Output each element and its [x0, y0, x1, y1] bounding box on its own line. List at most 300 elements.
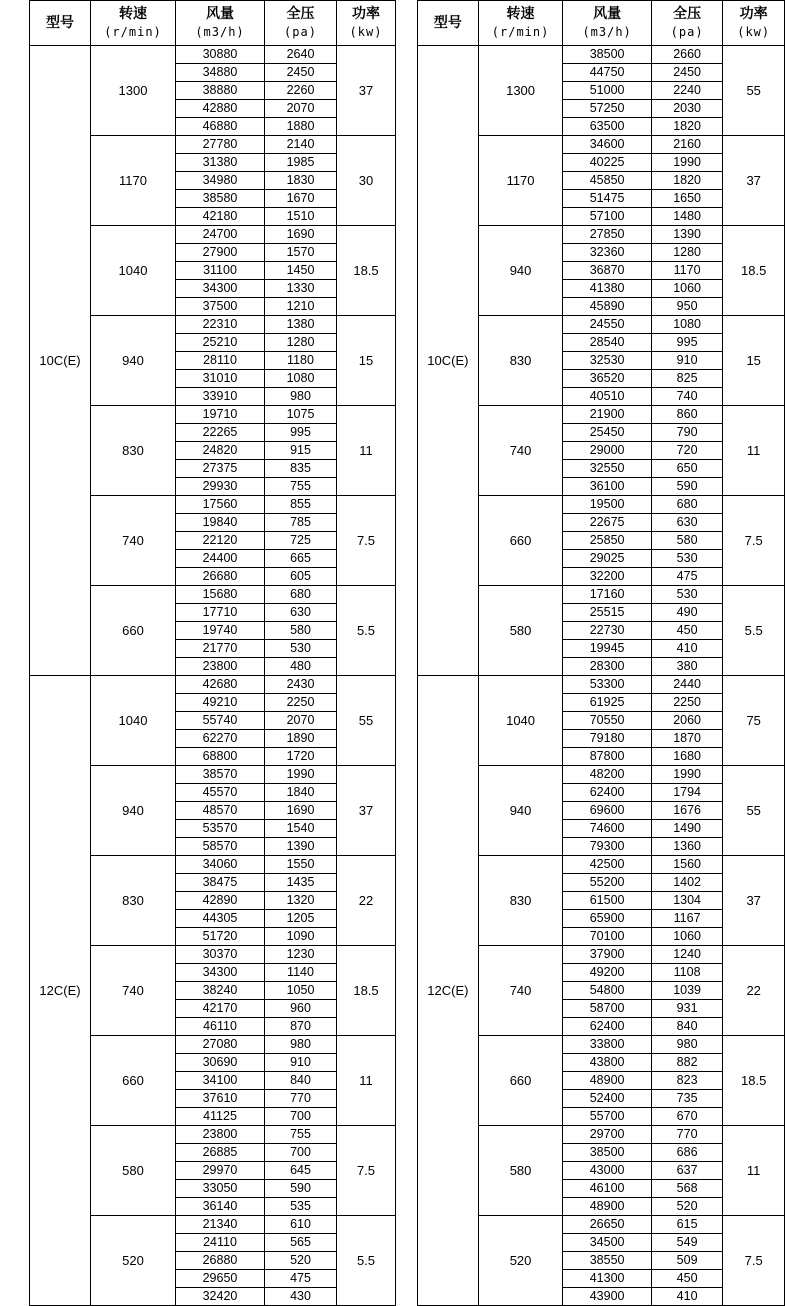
table-row	[418, 46, 785, 64]
pressure-cell: 450	[651, 622, 722, 640]
pressure-cell: 1720	[265, 748, 337, 766]
pressure-cell: 1820	[651, 118, 722, 136]
header-speed: 转速 (r/min)	[91, 1, 176, 46]
pressure-cell: 380	[651, 658, 722, 676]
pressure-cell: 1480	[651, 208, 722, 226]
flow-cell: 34600	[563, 136, 651, 154]
flow-cell: 53570	[176, 820, 265, 838]
pressure-cell: 1330	[265, 280, 337, 298]
flow-cell: 45570	[176, 784, 265, 802]
model-cell: 12C(E)	[418, 676, 479, 1306]
pressure-cell: 1680	[651, 748, 722, 766]
flow-cell: 43800	[563, 1054, 651, 1072]
pressure-cell: 2450	[651, 64, 722, 82]
flow-cell: 55740	[176, 712, 265, 730]
pressure-cell: 1360	[651, 838, 722, 856]
pressure-cell: 565	[265, 1234, 337, 1252]
flow-cell: 38475	[176, 874, 265, 892]
header-flow: 风量 (m3/h)	[563, 1, 651, 46]
speed-cell: 740	[91, 496, 176, 586]
flow-cell: 21900	[563, 406, 651, 424]
flow-cell: 34100	[176, 1072, 265, 1090]
power-cell: 37	[337, 766, 396, 856]
pressure-cell: 1060	[651, 928, 722, 946]
flow-cell: 17560	[176, 496, 265, 514]
flow-cell: 36870	[563, 262, 651, 280]
pressure-cell: 1380	[265, 316, 337, 334]
speed-cell: 660	[91, 1036, 176, 1126]
pressure-cell: 2260	[265, 82, 337, 100]
pressure-cell: 2440	[651, 676, 722, 694]
power-cell: 55	[723, 46, 785, 136]
pressure-cell: 1050	[265, 982, 337, 1000]
power-cell: 37	[337, 46, 396, 136]
flow-cell: 31100	[176, 262, 265, 280]
flow-cell: 38500	[563, 46, 651, 64]
flow-cell: 38500	[563, 1144, 651, 1162]
pressure-cell: 2070	[265, 712, 337, 730]
pressure-cell: 835	[265, 460, 337, 478]
fan-spec-table-left	[29, 0, 396, 1306]
pressure-cell: 1230	[265, 946, 337, 964]
pressure-cell: 950	[651, 298, 722, 316]
power-cell: 18.5	[723, 226, 785, 316]
pressure-cell: 530	[265, 640, 337, 658]
flow-cell: 48200	[563, 766, 651, 784]
flow-cell: 65900	[563, 910, 651, 928]
power-cell: 5.5	[723, 586, 785, 676]
pressure-cell: 2640	[265, 46, 337, 64]
pressure-cell: 2250	[265, 694, 337, 712]
flow-cell: 34300	[176, 964, 265, 982]
pressure-cell: 770	[265, 1090, 337, 1108]
pressure-cell: 535	[265, 1198, 337, 1216]
pressure-cell: 645	[265, 1162, 337, 1180]
flow-cell: 19500	[563, 496, 651, 514]
flow-cell: 27375	[176, 460, 265, 478]
flow-cell: 45850	[563, 172, 651, 190]
flow-cell: 42180	[176, 208, 265, 226]
flow-cell: 36520	[563, 370, 651, 388]
pressure-cell: 1490	[651, 820, 722, 838]
pressure-cell: 1167	[651, 910, 722, 928]
speed-cell: 940	[478, 226, 563, 316]
flow-cell: 27080	[176, 1036, 265, 1054]
pressure-cell: 1560	[651, 856, 722, 874]
pressure-cell: 860	[651, 406, 722, 424]
pressure-cell: 610	[265, 1216, 337, 1234]
pressure-cell: 509	[651, 1252, 722, 1270]
speed-cell: 520	[91, 1216, 176, 1306]
header-power: 功率 (kw)	[723, 1, 785, 46]
flow-cell: 32550	[563, 460, 651, 478]
pressure-cell: 580	[651, 532, 722, 550]
pressure-cell: 980	[265, 388, 337, 406]
flow-cell: 22675	[563, 514, 651, 532]
speed-cell: 740	[478, 946, 563, 1036]
flow-cell: 29930	[176, 478, 265, 496]
flow-cell: 38570	[176, 766, 265, 784]
power-cell: 22	[337, 856, 396, 946]
power-cell: 22	[723, 946, 785, 1036]
power-cell: 18.5	[337, 226, 396, 316]
flow-cell: 43900	[563, 1288, 651, 1306]
power-cell: 55	[723, 766, 785, 856]
pressure-cell: 980	[265, 1036, 337, 1054]
pressure-cell: 637	[651, 1162, 722, 1180]
pressure-cell: 2030	[651, 100, 722, 118]
flow-cell: 28300	[563, 658, 651, 676]
flow-cell: 55700	[563, 1108, 651, 1126]
pressure-cell: 882	[651, 1054, 722, 1072]
flow-cell: 79300	[563, 838, 651, 856]
pressure-cell: 1650	[651, 190, 722, 208]
pressure-cell: 785	[265, 514, 337, 532]
flow-cell: 32530	[563, 352, 651, 370]
header-pressure: 全压 (pa)	[651, 1, 722, 46]
flow-cell: 19740	[176, 622, 265, 640]
flow-cell: 19710	[176, 406, 265, 424]
pressure-cell: 475	[651, 568, 722, 586]
right-table-container	[417, 0, 785, 1306]
flow-cell: 21340	[176, 1216, 265, 1234]
power-cell: 15	[337, 316, 396, 406]
flow-cell: 34880	[176, 64, 265, 82]
flow-cell: 51000	[563, 82, 651, 100]
table-row	[418, 676, 785, 694]
flow-cell: 44305	[176, 910, 265, 928]
speed-cell: 660	[478, 1036, 563, 1126]
flow-cell: 42500	[563, 856, 651, 874]
pressure-cell: 1540	[265, 820, 337, 838]
left-table-container	[29, 0, 396, 1306]
pressure-cell: 1510	[265, 208, 337, 226]
pressure-cell: 630	[651, 514, 722, 532]
flow-cell: 33800	[563, 1036, 651, 1054]
pressure-cell: 630	[265, 604, 337, 622]
flow-cell: 42680	[176, 676, 265, 694]
pressure-cell: 1390	[651, 226, 722, 244]
flow-cell: 38550	[563, 1252, 651, 1270]
speed-cell: 940	[91, 316, 176, 406]
flow-cell: 37900	[563, 946, 651, 964]
speed-cell: 580	[91, 1126, 176, 1216]
flow-cell: 27900	[176, 244, 265, 262]
pressure-cell: 1320	[265, 892, 337, 910]
flow-cell: 62270	[176, 730, 265, 748]
pressure-cell: 1690	[265, 226, 337, 244]
pressure-cell: 2160	[651, 136, 722, 154]
flow-cell: 29650	[176, 1270, 265, 1288]
power-cell: 5.5	[337, 1216, 396, 1306]
header-row	[418, 1, 785, 46]
flow-cell: 25450	[563, 424, 651, 442]
pressure-cell: 700	[265, 1108, 337, 1126]
pressure-cell: 931	[651, 1000, 722, 1018]
pressure-cell: 995	[651, 334, 722, 352]
flow-cell: 54800	[563, 982, 651, 1000]
power-cell: 7.5	[337, 1126, 396, 1216]
pressure-cell: 1205	[265, 910, 337, 928]
power-cell: 5.5	[337, 586, 396, 676]
pressure-cell: 590	[651, 478, 722, 496]
flow-cell: 32420	[176, 1288, 265, 1306]
power-cell: 30	[337, 136, 396, 226]
pressure-cell: 1280	[265, 334, 337, 352]
speed-cell: 580	[478, 586, 563, 676]
pressure-cell: 725	[265, 532, 337, 550]
speed-cell: 940	[91, 766, 176, 856]
header-model: 型号	[418, 1, 479, 46]
flow-cell: 26885	[176, 1144, 265, 1162]
flow-cell: 58700	[563, 1000, 651, 1018]
flow-cell: 17160	[563, 586, 651, 604]
flow-cell: 29025	[563, 550, 651, 568]
header-power: 功率 (kw)	[337, 1, 396, 46]
flow-cell: 41125	[176, 1108, 265, 1126]
speed-cell: 830	[91, 856, 176, 946]
flow-cell: 24820	[176, 442, 265, 460]
flow-cell: 42890	[176, 892, 265, 910]
flow-cell: 28540	[563, 334, 651, 352]
pressure-cell: 2240	[651, 82, 722, 100]
flow-cell: 69600	[563, 802, 651, 820]
pressure-cell: 870	[265, 1018, 337, 1036]
flow-cell: 40225	[563, 154, 651, 172]
speed-cell: 940	[478, 766, 563, 856]
pressure-cell: 840	[651, 1018, 722, 1036]
table-body	[30, 46, 396, 1306]
flow-cell: 29000	[563, 442, 651, 460]
flow-cell: 31380	[176, 154, 265, 172]
pressure-cell: 1570	[265, 244, 337, 262]
speed-cell: 1040	[91, 676, 176, 766]
pressure-cell: 1670	[265, 190, 337, 208]
flow-cell: 57250	[563, 100, 651, 118]
pressure-cell: 1794	[651, 784, 722, 802]
flow-cell: 24550	[563, 316, 651, 334]
flow-cell: 22265	[176, 424, 265, 442]
flow-cell: 37610	[176, 1090, 265, 1108]
pressure-cell: 2140	[265, 136, 337, 154]
flow-cell: 63500	[563, 118, 651, 136]
model-cell: 12C(E)	[30, 676, 91, 1306]
flow-cell: 49210	[176, 694, 265, 712]
flow-cell: 22730	[563, 622, 651, 640]
pressure-cell: 670	[651, 1108, 722, 1126]
pressure-cell: 1210	[265, 298, 337, 316]
flow-cell: 68800	[176, 748, 265, 766]
power-cell: 55	[337, 676, 396, 766]
flow-cell: 46880	[176, 118, 265, 136]
flow-cell: 40510	[563, 388, 651, 406]
power-cell: 18.5	[337, 946, 396, 1036]
pressure-cell: 680	[651, 496, 722, 514]
pressure-cell: 450	[651, 1270, 722, 1288]
flow-cell: 51475	[563, 190, 651, 208]
flow-cell: 53300	[563, 676, 651, 694]
flow-cell: 61500	[563, 892, 651, 910]
flow-cell: 55200	[563, 874, 651, 892]
flow-cell: 27850	[563, 226, 651, 244]
pressure-cell: 770	[651, 1126, 722, 1144]
header-row	[30, 1, 396, 46]
flow-cell: 24400	[176, 550, 265, 568]
pressure-cell: 490	[651, 604, 722, 622]
pressure-cell: 520	[651, 1198, 722, 1216]
flow-cell: 25850	[563, 532, 651, 550]
flow-cell: 36140	[176, 1198, 265, 1216]
flow-cell: 48900	[563, 1072, 651, 1090]
flow-cell: 37500	[176, 298, 265, 316]
flow-cell: 26680	[176, 568, 265, 586]
table-row	[30, 676, 396, 694]
speed-cell: 1300	[478, 46, 563, 136]
pressure-cell: 995	[265, 424, 337, 442]
flow-cell: 23800	[176, 658, 265, 676]
pressure-cell: 590	[265, 1180, 337, 1198]
flow-cell: 26880	[176, 1252, 265, 1270]
pressure-cell: 960	[265, 1000, 337, 1018]
pressure-cell: 740	[651, 388, 722, 406]
power-cell: 11	[723, 406, 785, 496]
pressure-cell: 2250	[651, 694, 722, 712]
flow-cell: 33050	[176, 1180, 265, 1198]
flow-cell: 87800	[563, 748, 651, 766]
speed-cell: 1040	[478, 676, 563, 766]
flow-cell: 52400	[563, 1090, 651, 1108]
flow-cell: 43000	[563, 1162, 651, 1180]
header-model: 型号	[30, 1, 91, 46]
pressure-cell: 823	[651, 1072, 722, 1090]
pressure-cell: 530	[651, 586, 722, 604]
flow-cell: 41380	[563, 280, 651, 298]
pressure-cell: 1280	[651, 244, 722, 262]
flow-cell: 49200	[563, 964, 651, 982]
pressure-cell: 1080	[651, 316, 722, 334]
power-cell: 11	[337, 1036, 396, 1126]
flow-cell: 28110	[176, 352, 265, 370]
pressure-cell: 1870	[651, 730, 722, 748]
table-row	[30, 46, 396, 64]
pressure-cell: 680	[265, 586, 337, 604]
pressure-cell: 475	[265, 1270, 337, 1288]
header-pressure: 全压 (pa)	[265, 1, 337, 46]
speed-cell: 660	[478, 496, 563, 586]
pressure-cell: 1170	[651, 262, 722, 280]
flow-cell: 42170	[176, 1000, 265, 1018]
flow-cell: 27780	[176, 136, 265, 154]
pressure-cell: 1880	[265, 118, 337, 136]
flow-cell: 34980	[176, 172, 265, 190]
speed-cell: 740	[91, 946, 176, 1036]
pressure-cell: 480	[265, 658, 337, 676]
pressure-cell: 1550	[265, 856, 337, 874]
flow-cell: 48570	[176, 802, 265, 820]
pressure-cell: 549	[651, 1234, 722, 1252]
flow-cell: 31010	[176, 370, 265, 388]
speed-cell: 830	[478, 316, 563, 406]
pressure-cell: 1390	[265, 838, 337, 856]
pressure-cell: 1108	[651, 964, 722, 982]
pressure-cell: 1990	[651, 154, 722, 172]
speed-cell: 830	[91, 406, 176, 496]
flow-cell: 62400	[563, 784, 651, 802]
flow-cell: 46110	[176, 1018, 265, 1036]
power-cell: 7.5	[337, 496, 396, 586]
table-body	[418, 46, 785, 1306]
pressure-cell: 700	[265, 1144, 337, 1162]
pressure-cell: 910	[651, 352, 722, 370]
pressure-cell: 1402	[651, 874, 722, 892]
flow-cell: 19840	[176, 514, 265, 532]
flow-cell: 79180	[563, 730, 651, 748]
flow-cell: 38240	[176, 982, 265, 1000]
pressure-cell: 1060	[651, 280, 722, 298]
pressure-cell: 1840	[265, 784, 337, 802]
pressure-cell: 615	[651, 1216, 722, 1234]
pressure-cell: 686	[651, 1144, 722, 1162]
pressure-cell: 1075	[265, 406, 337, 424]
pressure-cell: 2660	[651, 46, 722, 64]
pressure-cell: 755	[265, 478, 337, 496]
power-cell: 7.5	[723, 496, 785, 586]
pressure-cell: 825	[651, 370, 722, 388]
speed-cell: 1170	[478, 136, 563, 226]
pressure-cell: 1140	[265, 964, 337, 982]
pressure-cell: 410	[651, 640, 722, 658]
pressure-cell: 1985	[265, 154, 337, 172]
flow-cell: 42880	[176, 100, 265, 118]
flow-cell: 30370	[176, 946, 265, 964]
pressure-cell: 2430	[265, 676, 337, 694]
flow-cell: 44750	[563, 64, 651, 82]
flow-cell: 30880	[176, 46, 265, 64]
pressure-cell: 1820	[651, 172, 722, 190]
power-cell: 37	[723, 136, 785, 226]
pressure-cell: 520	[265, 1252, 337, 1270]
power-cell: 15	[723, 316, 785, 406]
flow-cell: 15680	[176, 586, 265, 604]
fan-spec-table-right	[417, 0, 785, 1306]
pressure-cell: 1180	[265, 352, 337, 370]
pressure-cell: 580	[265, 622, 337, 640]
power-cell: 18.5	[723, 1036, 785, 1126]
pressure-cell: 2070	[265, 100, 337, 118]
speed-cell: 660	[91, 586, 176, 676]
pressure-cell: 855	[265, 496, 337, 514]
flow-cell: 22120	[176, 532, 265, 550]
speed-cell: 830	[478, 856, 563, 946]
pressure-cell: 1830	[265, 172, 337, 190]
pressure-cell: 530	[651, 550, 722, 568]
flow-cell: 29970	[176, 1162, 265, 1180]
pressure-cell: 720	[651, 442, 722, 460]
power-cell: 11	[723, 1126, 785, 1216]
pressure-cell: 910	[265, 1054, 337, 1072]
pressure-cell: 1435	[265, 874, 337, 892]
header-speed: 转速 (r/min)	[478, 1, 563, 46]
flow-cell: 32360	[563, 244, 651, 262]
flow-cell: 24700	[176, 226, 265, 244]
flow-cell: 48900	[563, 1198, 651, 1216]
pressure-cell: 1450	[265, 262, 337, 280]
speed-cell: 740	[478, 406, 563, 496]
flow-cell: 38580	[176, 190, 265, 208]
speed-cell: 1300	[91, 46, 176, 136]
power-cell: 11	[337, 406, 396, 496]
pressure-cell: 980	[651, 1036, 722, 1054]
